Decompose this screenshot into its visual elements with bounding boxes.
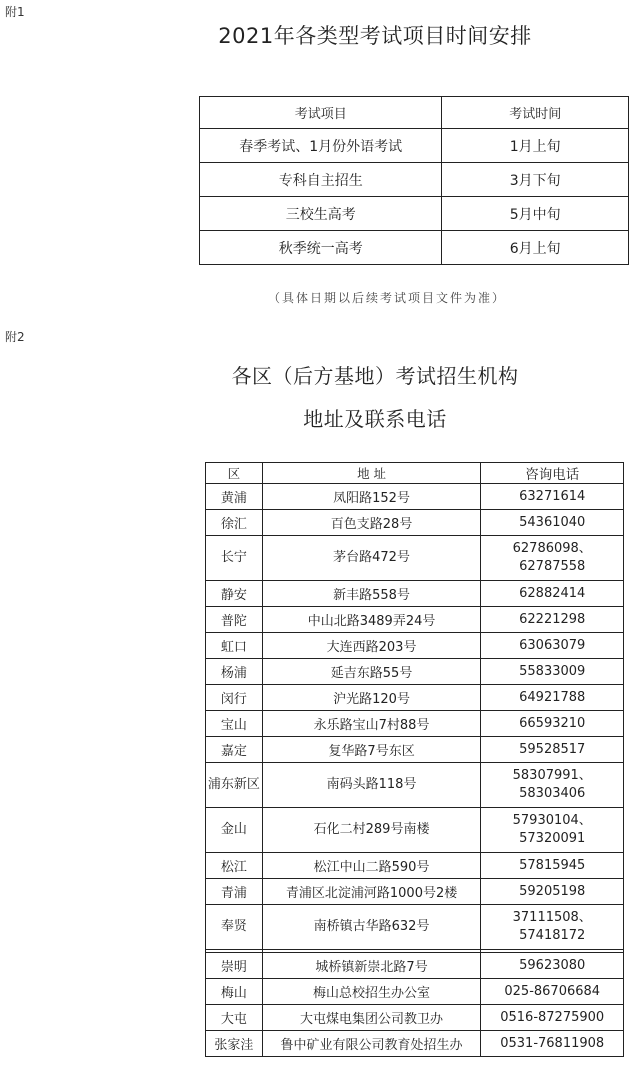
table-row — [206, 581, 624, 607]
header-address: 地 址 — [262, 463, 481, 484]
table-row — [206, 953, 624, 979]
table-row — [206, 979, 624, 1005]
address-cell: 百色支路28号 — [262, 510, 481, 536]
table-row — [206, 633, 624, 659]
exam-item-cell: 秋季统一高考 — [200, 231, 442, 265]
table-row — [206, 737, 624, 763]
district-cell: 普陀 — [206, 607, 263, 633]
address-cell: 南桥镇古华路632号 — [262, 905, 481, 950]
schedule-footnote: （具体日期以后续考试项目文件为准） — [268, 291, 507, 305]
district-cell: 松江 — [206, 853, 263, 879]
exam-time-cell: 1月上旬 — [442, 129, 629, 163]
phone-cell: 57815945 — [481, 853, 624, 879]
table-row — [206, 905, 624, 950]
district-cell: 张家洼 — [206, 1031, 263, 1057]
phone-cell: 64921788 — [481, 685, 624, 711]
district-cell: 金山 — [206, 808, 263, 853]
district-cell: 徐汇 — [206, 510, 263, 536]
phone-cell: 63063079 — [481, 633, 624, 659]
table-header-row — [206, 463, 624, 484]
address-cell: 凤阳路152号 — [262, 484, 481, 510]
address-cell: 大连西路203号 — [262, 633, 481, 659]
annex2-label: 附2 — [5, 330, 25, 344]
district-cell: 杨浦 — [206, 659, 263, 685]
phone-cell: 58307991、 58303406 — [481, 763, 624, 808]
district-cell: 长宁 — [206, 536, 263, 581]
district-cell: 梅山 — [206, 979, 263, 1005]
phone-cell: 54361040 — [481, 510, 624, 536]
header-district: 区 — [206, 463, 263, 484]
phone-cell: 025-86706684 — [481, 979, 624, 1005]
address-cell: 青浦区北淀浦河路1000号2楼 — [262, 879, 481, 905]
exam-time-cell: 5月中旬 — [442, 197, 629, 231]
phone-cell: 57930104、 57320091 — [481, 808, 624, 853]
annex2-title-line1: 各区（后方基地）考试招生机构 — [231, 364, 519, 388]
address-cell: 鲁中矿业有限公司教育处招生办 — [262, 1031, 481, 1057]
phone-cell: 59528517 — [481, 737, 624, 763]
phone-cell: 62882414 — [481, 581, 624, 607]
exam-item-cell: 春季考试、1月份外语考试 — [200, 129, 442, 163]
address-cell: 城桥镇新崇北路7号 — [262, 953, 481, 979]
phone-cell: 0531-76811908 — [481, 1031, 624, 1057]
table-row — [206, 607, 624, 633]
exam-time-cell: 6月上旬 — [442, 231, 629, 265]
table-header-row — [200, 97, 629, 129]
header-exam-item: 考试项目 — [200, 97, 442, 129]
table-row — [206, 879, 624, 905]
table-row — [200, 129, 629, 163]
district-cell: 青浦 — [206, 879, 263, 905]
district-cell: 大屯 — [206, 1005, 263, 1031]
table-row — [206, 711, 624, 737]
table-row — [206, 1031, 624, 1057]
table-row — [200, 231, 629, 265]
exam-time-cell: 3月下旬 — [442, 163, 629, 197]
address-cell: 中山北路3489弄24号 — [262, 607, 481, 633]
office-contact-table — [205, 462, 624, 1057]
table-row — [206, 536, 624, 581]
header-exam-time: 考试时间 — [442, 97, 629, 129]
phone-cell: 55833009 — [481, 659, 624, 685]
table-row — [206, 510, 624, 536]
phone-cell: 63271614 — [481, 484, 624, 510]
exam-item-cell: 三校生高考 — [200, 197, 442, 231]
table-row — [206, 763, 624, 808]
district-cell: 奉贤 — [206, 905, 263, 950]
district-cell: 闵行 — [206, 685, 263, 711]
address-cell: 新丰路558号 — [262, 581, 481, 607]
table-row — [206, 808, 624, 853]
table-row — [206, 853, 624, 879]
phone-cell: 62221298 — [481, 607, 624, 633]
address-cell: 石化二村289号南楼 — [262, 808, 481, 853]
phone-cell: 59205198 — [481, 879, 624, 905]
address-cell: 南码头路118号 — [262, 763, 481, 808]
annex2-title-line2: 地址及联系电话 — [303, 407, 447, 431]
address-cell: 梅山总校招生办公室 — [262, 979, 481, 1005]
phone-cell: 0516-87275900 — [481, 1005, 624, 1031]
address-cell: 大屯煤电集团公司教卫办 — [262, 1005, 481, 1031]
address-cell: 沪光路120号 — [262, 685, 481, 711]
table-row — [200, 197, 629, 231]
table-row — [200, 163, 629, 197]
annex1-label: 附1 — [5, 5, 25, 19]
address-cell: 复华路7号东区 — [262, 737, 481, 763]
district-cell: 崇明 — [206, 953, 263, 979]
exam-schedule-table — [199, 96, 629, 265]
exam-item-cell: 专科自主招生 — [200, 163, 442, 197]
address-cell: 松江中山二路590号 — [262, 853, 481, 879]
address-cell: 永乐路宝山7村88号 — [262, 711, 481, 737]
annex1-title: 2021年各类型考试项目时间安排 — [218, 24, 532, 48]
district-cell: 嘉定 — [206, 737, 263, 763]
address-cell: 茅台路472号 — [262, 536, 481, 581]
district-cell: 黄浦 — [206, 484, 263, 510]
header-phone: 咨询电话 — [481, 463, 624, 484]
phone-cell: 62786098、 62787558 — [481, 536, 624, 581]
district-cell: 浦东新区 — [206, 763, 263, 808]
address-cell: 延吉东路55号 — [262, 659, 481, 685]
phone-cell: 37111508、 57418172 — [481, 905, 624, 950]
district-cell: 虹口 — [206, 633, 263, 659]
district-cell: 宝山 — [206, 711, 263, 737]
table-row — [206, 685, 624, 711]
district-cell: 静安 — [206, 581, 263, 607]
table-row — [206, 484, 624, 510]
table-row — [206, 1005, 624, 1031]
phone-cell: 59623080 — [481, 953, 624, 979]
phone-cell: 66593210 — [481, 711, 624, 737]
table-row — [206, 659, 624, 685]
